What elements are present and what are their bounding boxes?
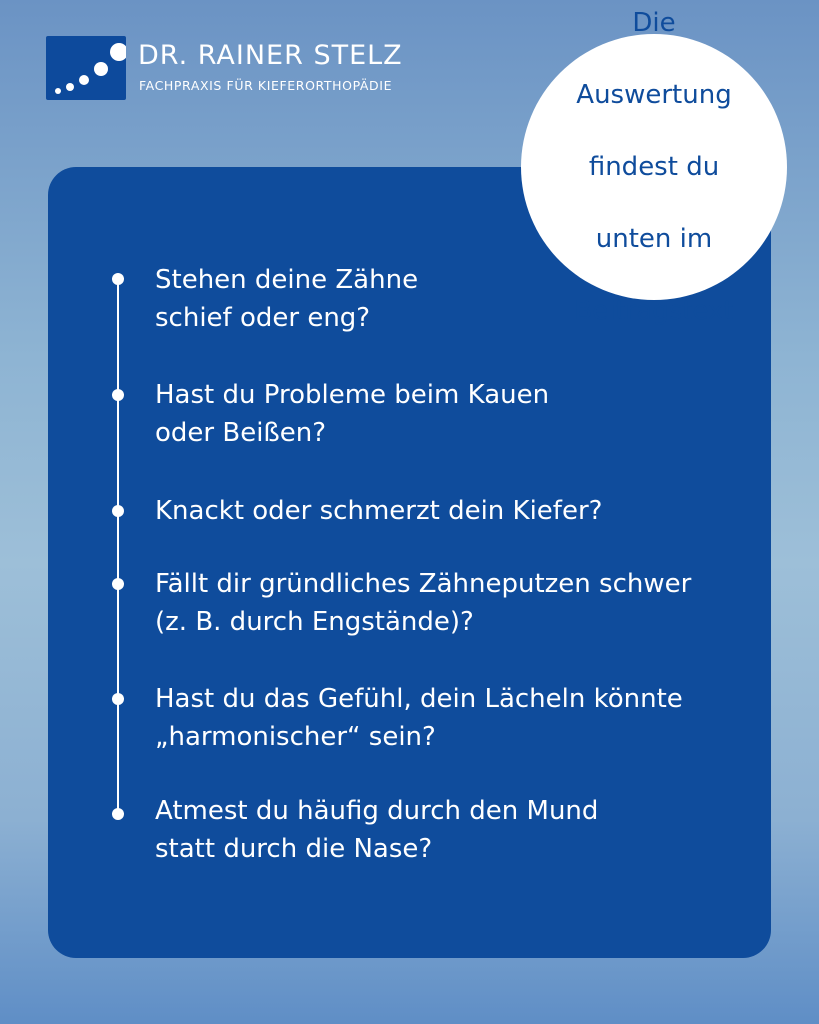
- timeline-line: [117, 279, 119, 809]
- question-3: Knackt oder schmerzt dein Kiefer?: [155, 496, 603, 526]
- bullet-dot: [112, 693, 124, 705]
- bullet-dot: [112, 578, 124, 590]
- question-6: Atmest du häufig durch den Mund statt durch die Nase?: [155, 796, 599, 864]
- question-1: Stehen deine Zähne schief oder eng?: [155, 265, 419, 333]
- bullet-dot: [112, 505, 124, 517]
- practice-subtitle: FACHPRAXIS FÜR KIEFERORTHOPÄDIE: [139, 78, 393, 93]
- practice-name: DR. RAINER STELZ: [138, 40, 403, 71]
- bullet-dot: [112, 389, 124, 401]
- question-4: Fällt dir gründliches Zähneputzen schwer (z. B. durch Engstände)?: [155, 569, 692, 637]
- question-2: Hast du Probleme beim Kauen oder Beißen?: [155, 380, 550, 448]
- logo-dots-icon: [46, 36, 126, 100]
- evaluation-hint-badge: [521, 8, 787, 326]
- evaluation-hint-text: Die Auswertung findest du unten im Beitragstext: [574, 8, 734, 326]
- bullet-dot: [112, 808, 124, 820]
- bullet-dot: [112, 273, 124, 285]
- question-5: Hast du das Gefühl, dein Lächeln könnte „harmonischer“ sein?: [155, 684, 683, 752]
